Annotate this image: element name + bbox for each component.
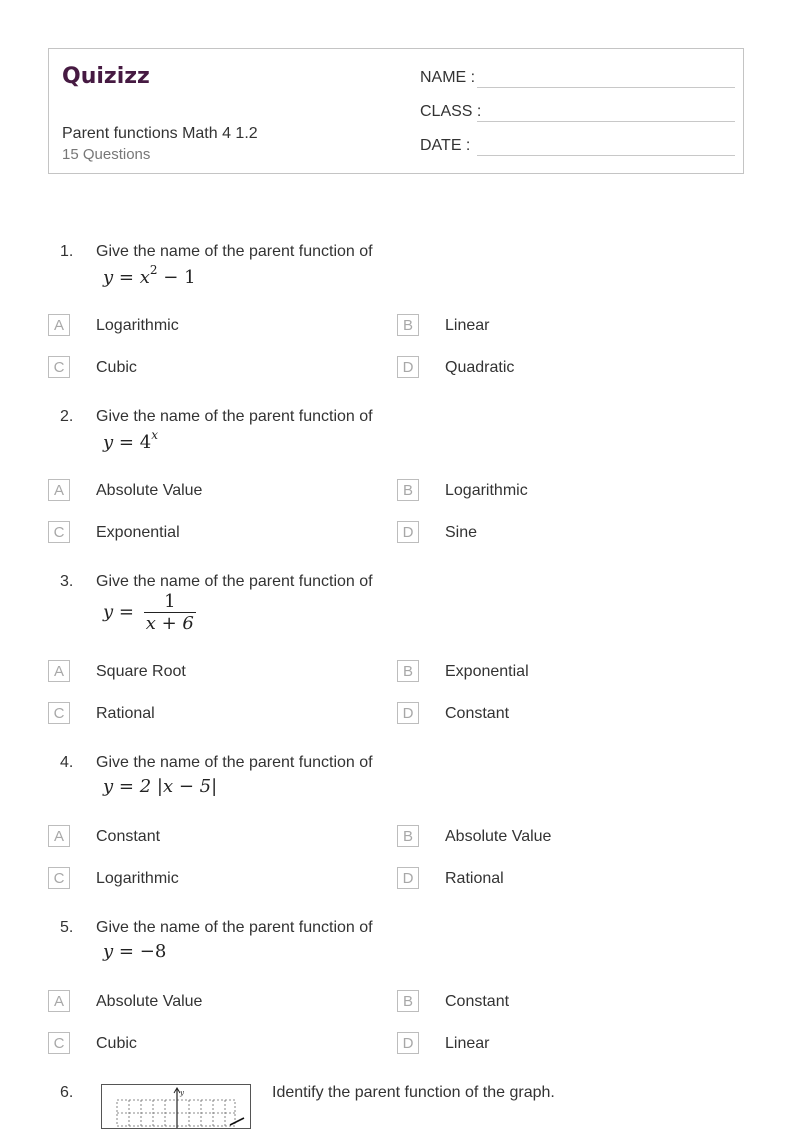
q2-option-a-letter[interactable]: A	[48, 479, 70, 501]
eq-lhs: y	[103, 601, 114, 623]
eq-exponent: 2	[149, 263, 158, 277]
q3-option-b-letter[interactable]: B	[397, 660, 419, 682]
q3-option-d-text[interactable]: Constant	[445, 705, 510, 722]
graph-y-label: y	[180, 1089, 184, 1097]
q2-option-c-text[interactable]: Exponential	[96, 524, 180, 541]
eq-lhs: y	[103, 267, 114, 288]
question-6-number: 6.	[60, 1084, 74, 1101]
q4-option-d-text[interactable]: Rational	[445, 870, 504, 887]
question-2-number: 2.	[60, 408, 74, 425]
worksheet-header	[48, 48, 744, 174]
eq-sign: =	[118, 267, 134, 288]
q3-option-a-text[interactable]: Square Root	[96, 663, 186, 680]
q1-option-b-text[interactable]: Linear	[445, 317, 490, 334]
question-3-equation	[103, 591, 196, 634]
name-label: NAME :	[420, 69, 476, 86]
question-5-equation	[103, 941, 166, 962]
q4-option-a-letter[interactable]: A	[48, 825, 70, 847]
q5-option-b-text[interactable]: Constant	[445, 993, 510, 1010]
class-label: CLASS :	[420, 103, 482, 120]
eq-sign: =	[118, 432, 134, 453]
eq-base: x	[139, 267, 150, 288]
question-1-number: 1.	[60, 243, 74, 260]
q1-option-b-letter[interactable]: B	[397, 314, 419, 336]
eq-numerator: 1	[164, 591, 176, 612]
q5-option-c-text[interactable]: Cubic	[96, 1035, 137, 1052]
question-6-graph	[101, 1084, 251, 1129]
question-4-prompt: Give the name of the parent function of	[96, 754, 373, 771]
q1-option-c-letter[interactable]: C	[48, 356, 70, 378]
q4-option-d-letter[interactable]: D	[397, 867, 419, 889]
eq-fraction	[144, 591, 196, 634]
q3-option-c-text[interactable]: Rational	[96, 705, 155, 722]
eq-lhs: y	[103, 941, 114, 962]
question-2-prompt: Give the name of the parent function of	[96, 408, 373, 425]
eq-rhs: 2 |x − 5|	[139, 776, 218, 797]
q4-option-b-text[interactable]: Absolute Value	[445, 828, 552, 845]
q5-option-d-letter[interactable]: D	[397, 1032, 419, 1054]
q4-option-a-text[interactable]: Constant	[96, 828, 161, 845]
q5-option-c-letter[interactable]: C	[48, 1032, 70, 1054]
eq-lhs: y	[103, 432, 114, 453]
q3-option-b-text[interactable]: Exponential	[445, 663, 529, 680]
graph-image	[102, 1085, 251, 1129]
eq-exponent: x	[151, 428, 158, 442]
question-5-prompt: Give the name of the parent function of	[96, 919, 373, 936]
question-3-prompt: Give the name of the parent function of	[96, 573, 373, 590]
question-1-equation	[103, 265, 196, 288]
q2-option-b-text[interactable]: Logarithmic	[445, 482, 528, 499]
question-2-equation	[103, 430, 158, 453]
q3-option-a-letter[interactable]: A	[48, 660, 70, 682]
q1-option-d-text[interactable]: Quadratic	[445, 359, 515, 376]
q4-option-b-letter[interactable]: B	[397, 825, 419, 847]
q2-option-d-text[interactable]: Sine	[445, 524, 478, 541]
q3-option-c-letter[interactable]: C	[48, 702, 70, 724]
question-3-number: 3.	[60, 573, 74, 590]
q5-option-a-letter[interactable]: A	[48, 990, 70, 1012]
eq-denominator: x + 6	[145, 613, 194, 634]
date-field[interactable]	[420, 135, 735, 159]
question-4-equation	[103, 776, 217, 797]
q1-option-c-text[interactable]: Cubic	[96, 359, 137, 376]
q2-option-c-letter[interactable]: C	[48, 521, 70, 543]
quizizz-logo	[62, 59, 154, 89]
class-line[interactable]	[477, 121, 735, 122]
q2-option-b-letter[interactable]: B	[397, 479, 419, 501]
graph-curve	[230, 1118, 244, 1125]
class-field[interactable]	[420, 101, 735, 125]
date-label: DATE :	[420, 137, 471, 154]
quizizz-logo-text: Quizizz	[62, 64, 150, 89]
q1-option-a-text[interactable]: Logarithmic	[96, 317, 179, 334]
q1-option-a-letter[interactable]: A	[48, 314, 70, 336]
q2-option-d-letter[interactable]: D	[397, 521, 419, 543]
question-4-number: 4.	[60, 754, 74, 771]
eq-rest: − 1	[163, 267, 196, 288]
q4-option-c-text[interactable]: Logarithmic	[96, 870, 179, 887]
q5-option-a-text[interactable]: Absolute Value	[96, 993, 203, 1010]
question-1-prompt: Give the name of the parent function of	[96, 243, 373, 260]
name-line[interactable]	[477, 87, 735, 88]
question-6-prompt: Identify the parent function of the graph.	[272, 1084, 555, 1101]
eq-sign: =	[118, 776, 134, 797]
q5-option-b-letter[interactable]: B	[397, 990, 419, 1012]
question-count: 15 Questions	[62, 146, 151, 163]
q2-option-a-text[interactable]: Absolute Value	[96, 482, 203, 499]
q5-option-d-text[interactable]: Linear	[445, 1035, 490, 1052]
worksheet-title: Parent functions Math 4 1.2	[62, 125, 258, 142]
eq-rhs: −8	[139, 941, 167, 962]
q3-option-d-letter[interactable]: D	[397, 702, 419, 724]
eq-sign: =	[118, 941, 134, 962]
date-line[interactable]	[477, 155, 735, 156]
question-5-number: 5.	[60, 919, 74, 936]
eq-base: 4	[139, 432, 152, 453]
q1-option-d-letter[interactable]: D	[397, 356, 419, 378]
eq-sign: =	[118, 601, 134, 623]
name-field[interactable]	[420, 67, 735, 91]
q4-option-c-letter[interactable]: C	[48, 867, 70, 889]
eq-lhs: y	[103, 776, 114, 797]
